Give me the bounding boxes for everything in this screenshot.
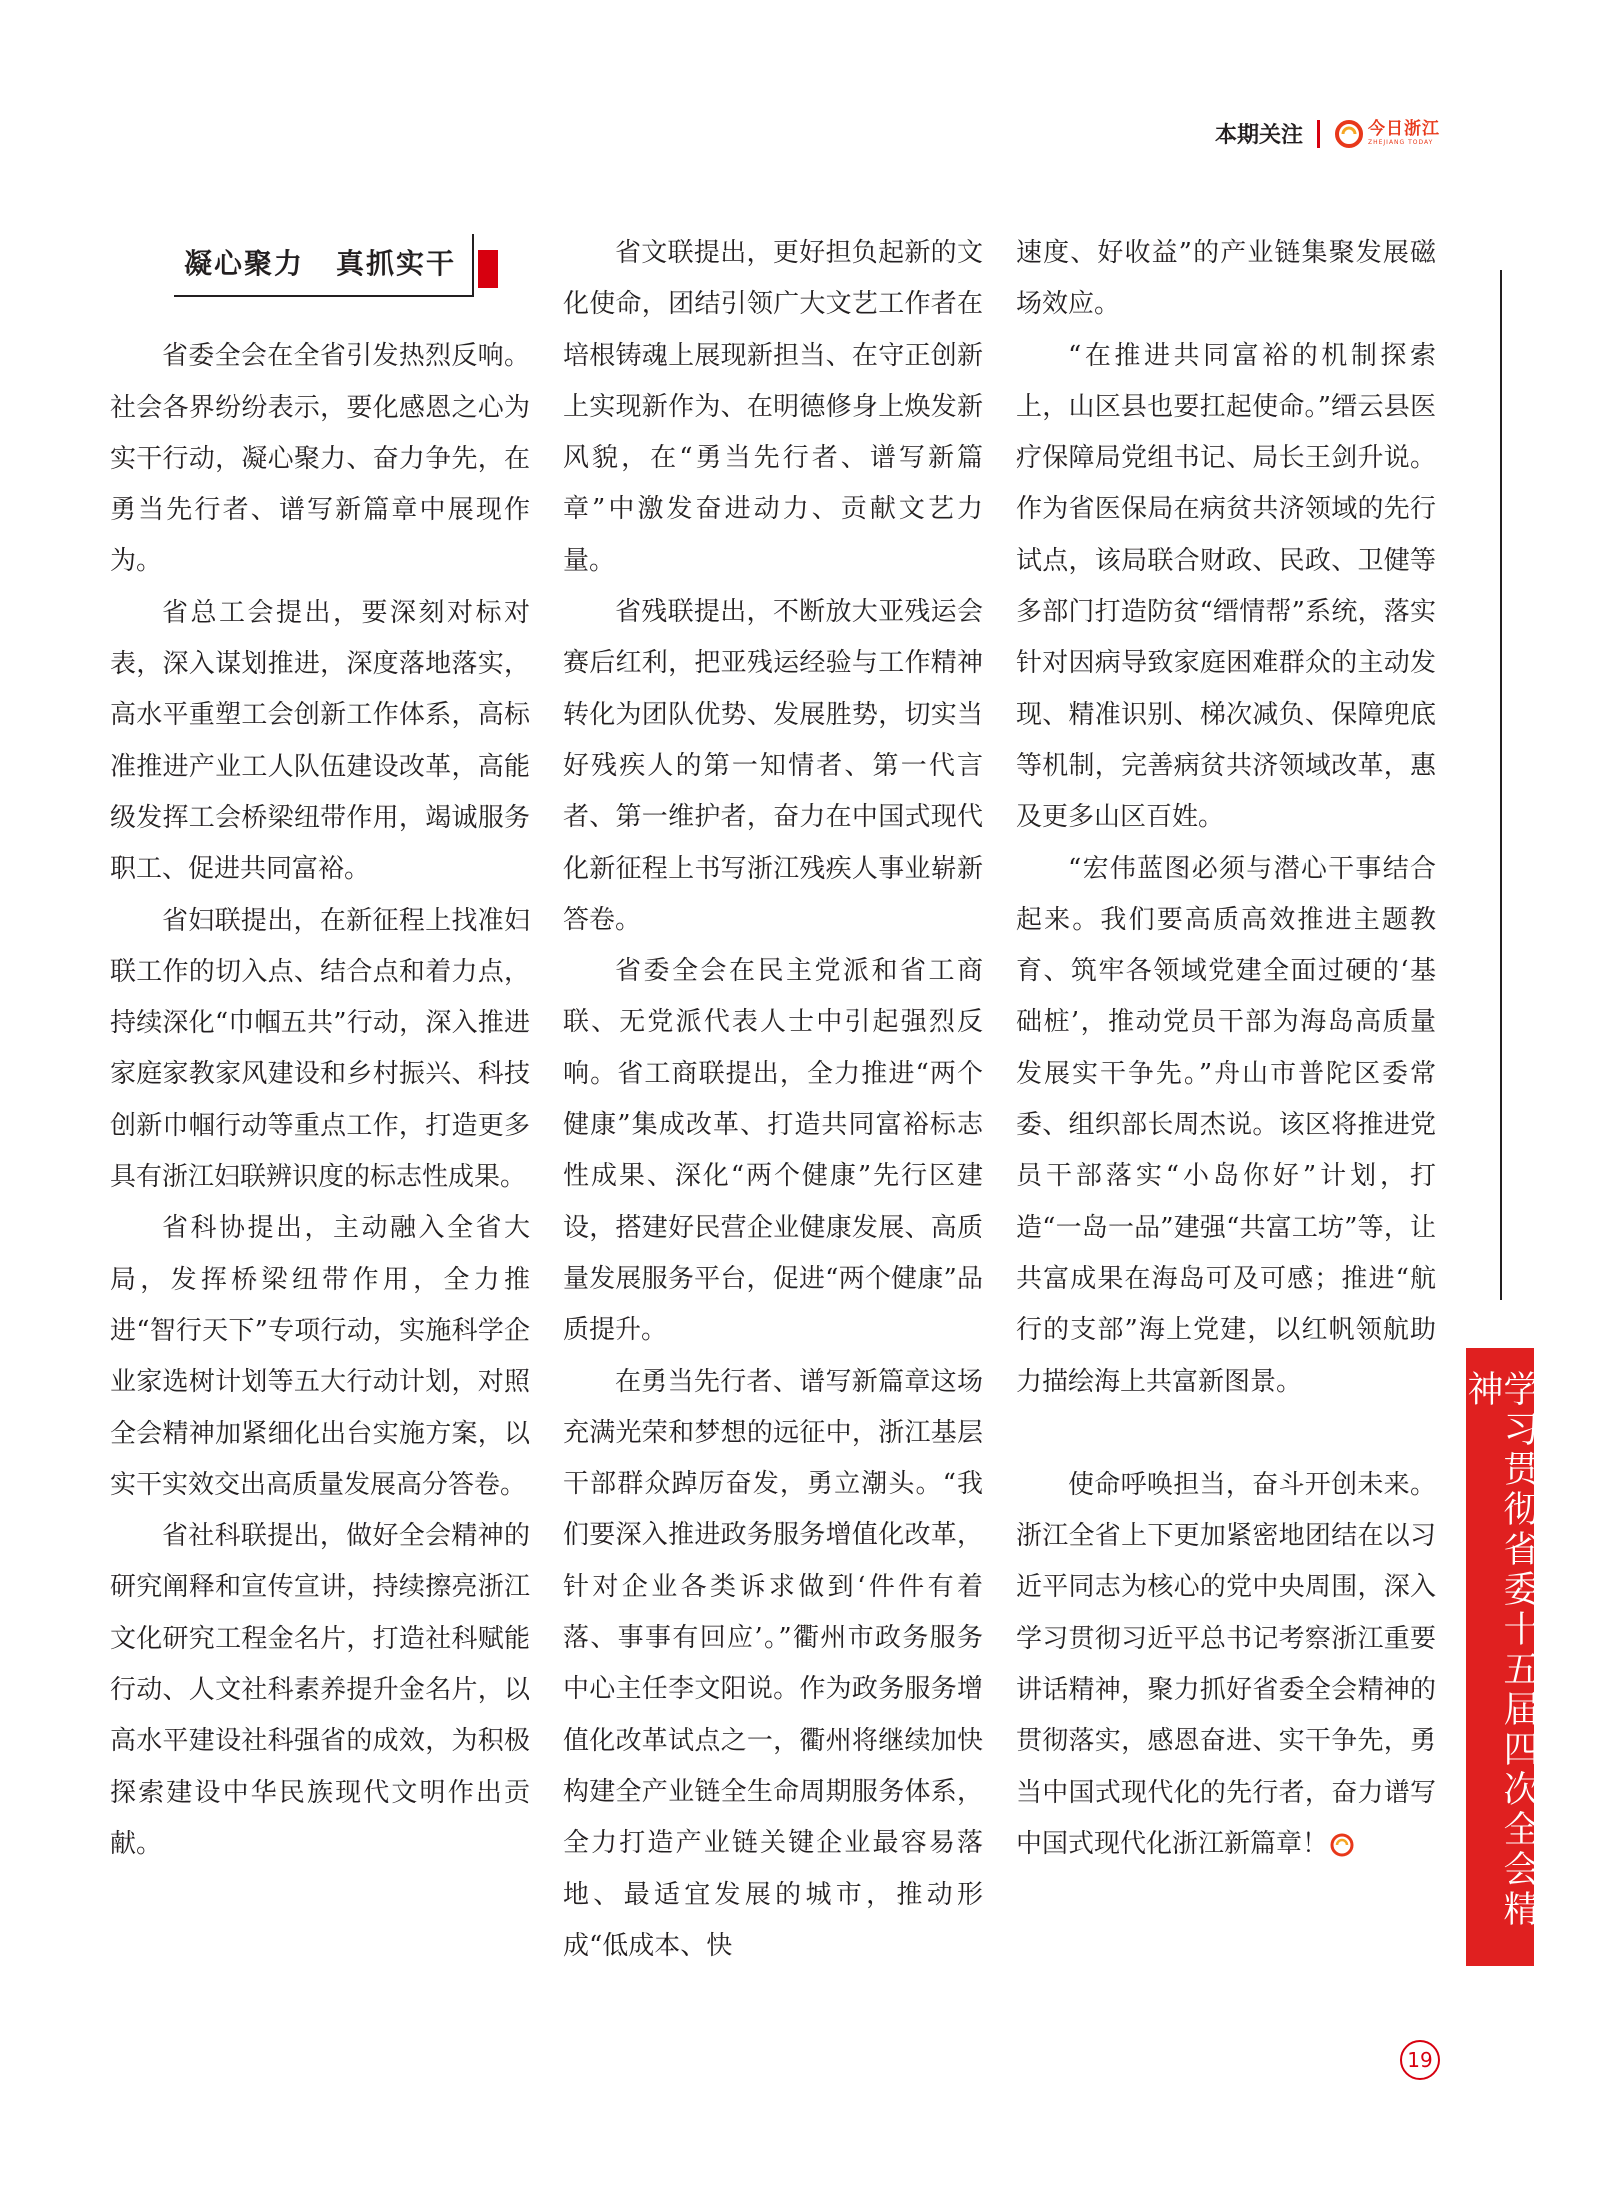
paragraph: “宏伟蓝图必须与潜心干事结合起来。我们要高质高效推进主题教育、筑牢各领域党建全面过硬的‘基础桩’，推动党员干部为海岛高质量发展实干争先。”舟山市普陀区委常委、组织部长周杰说。该区将推进党员干部落实“小岛你好”计划，打造“一岛一品”建强“共富工坊”等，让共富成果在海岛可及可感；推进“航行的支部”海上党建，以红帆领航助力描绘海上共富新图景。 xyxy=(1016,853,1436,1397)
paragraph-continuation: 速度、好收益”的产业链集聚发展磁场效应。 xyxy=(1016,238,1436,320)
article-column-1 xyxy=(110,228,530,1870)
article-column-3 xyxy=(1016,228,1436,1870)
swirl-logo-icon xyxy=(1334,119,1364,149)
paragraph: 省科协提出，主动融入全省大局，发挥桥梁纽带作用，全力推进“智行天下”专项行动，实施科学企业家选树计划等五大行动计划，对照全会精神加紧细化出台实施方案，以实干实效交出高质量发展高分答卷。 xyxy=(110,1213,530,1500)
closing-text: 使命呼唤担当，奋斗开创未来。浙江全省上下更加紧密地团结在以习近平同志为核心的党中央周围，深入学习贯彻习近平总书记考察浙江重要讲话精神，聚力抓好省委全会精神的贯彻落实，感恩奋进、实干争先，勇当中国式现代化的先行者，奋力谱写中国式现代化浙江新篇章！ xyxy=(1016,1469,1436,1859)
end-mark-icon xyxy=(1330,1833,1354,1857)
headline-part-2: 真抓实干 xyxy=(336,247,457,280)
closing-paragraph xyxy=(1016,1460,1436,1870)
paragraph: 省社科联提出，做好全会精神的研究阐释和宣传宣讲，持续擦亮浙江文化研究工程金名片，打造社科赋能行动、人文社科素养提升金名片，以高水平建设社科强省的成效，为积极探索建设中华民族现代文明作出贡献。 xyxy=(110,1521,530,1859)
paragraph: 省委全会在全省引发热烈反响。社会各界纷纷表示，要化感恩之心为实干行动，凝心聚力、奋力争先，在勇当先行者、谱写新篇章中展现作为。 xyxy=(110,341,530,577)
logo-chinese-text: 今日浙江 xyxy=(1368,119,1440,139)
paragraph: 省委全会在民主党派和省工商联、无党派代表人士中引起强烈反响。省工商联提出，全力推进“两个健康”集成改革、打造共同富裕标志性成果、深化“两个健康”先行区建设，搭建好民营企业健康发展、高质量发展服务平台，促进“两个健康”品质提升。 xyxy=(563,956,983,1346)
paragraph-gap xyxy=(1016,1408,1436,1460)
headline-red-accent xyxy=(478,250,498,288)
side-banner-text: 学习贯彻省委十五届四次全会精神 xyxy=(1462,1370,1539,1930)
paragraph: 省总工会提出，要深刻对标对表，深入谋划推进，深度落地落实，高水平重塑工会创新工作体系，高标准推进产业工人队伍建设改革，高能级发挥工会桥梁纽带作用，竭诚服务职工、促进共同富裕。 xyxy=(110,597,530,885)
paragraph: 省残联提出，不断放大亚残运会赛后红利，把亚残运经验与工作精神转化为团队优势、发展胜势，切实当好残疾人的第一知情者、第一代言者、第一维护者，奋力在中国式现代化新征程上书写浙江残疾人事业崭新答卷。 xyxy=(563,597,983,935)
magazine-logo xyxy=(1334,119,1440,149)
paragraph: “在推进共同富裕的机制探索上，山区县也要扛起使命。”缙云县医疗保障局党组书记、局长王剑升说。作为省医保局在病贫共济领域的先行试点，该局联合财政、民政、卫健等多部门打造防贫“缙情帮”系统，落实针对因病导致家庭困难群众的主动发现、精准识别、梯次减负、保障兜底等机制，完善病贫共济领域改革，惠及更多山区百姓。 xyxy=(1016,340,1436,833)
logo-english-text: ZHEJIANG TODAY xyxy=(1368,139,1434,146)
section-label: 本期关注 xyxy=(1214,123,1303,148)
paragraph: 省妇联提出，在新征程上找准妇联工作的切入点、结合点和着力点，持续深化“巾帼五共”行动，深入推进家庭家教家风建设和乡村振兴、科技创新巾帼行动等重点工作，打造更多具有浙江妇联辨识度的标志性成果。 xyxy=(110,905,530,1193)
page-number: 19 xyxy=(1400,2040,1440,2080)
section-headline xyxy=(174,234,474,297)
header-divider xyxy=(1317,120,1320,148)
side-vertical-rule xyxy=(1500,270,1502,1300)
paragraph: 省文联提出，更好担负起新的文化使命，团结引领广大文艺工作者在培根铸魂上展现新担当、在守正创新上实现新作为、在明德修身上焕发新风貌，在“勇当先行者、谱写新篇章”中激发奋进动力、贡献文艺力量。 xyxy=(563,238,983,576)
page-header xyxy=(1215,118,1440,149)
paragraph: 在勇当先行者、谱写新篇章这场充满光荣和梦想的远征中，浙江基层干部群众踔厉奋发，勇立潮头。“我们要深入推进政务服务增值化改革，针对企业各类诉求做到‘件件有着落、事事有回应’。”衢州市政务服务中心主任李文阳说。作为政务服务增值化改革试点之一，衢州将继续加快构建全产业链全生命周期服务体系，全力打造产业链关键企业最容易落地、最适宜发展的城市，推动形成“低成本、快 xyxy=(563,1366,983,1961)
headline-part-1: 凝心聚力 xyxy=(184,247,305,280)
article-column-2 xyxy=(563,228,983,1972)
side-banner xyxy=(1462,1348,1539,1966)
